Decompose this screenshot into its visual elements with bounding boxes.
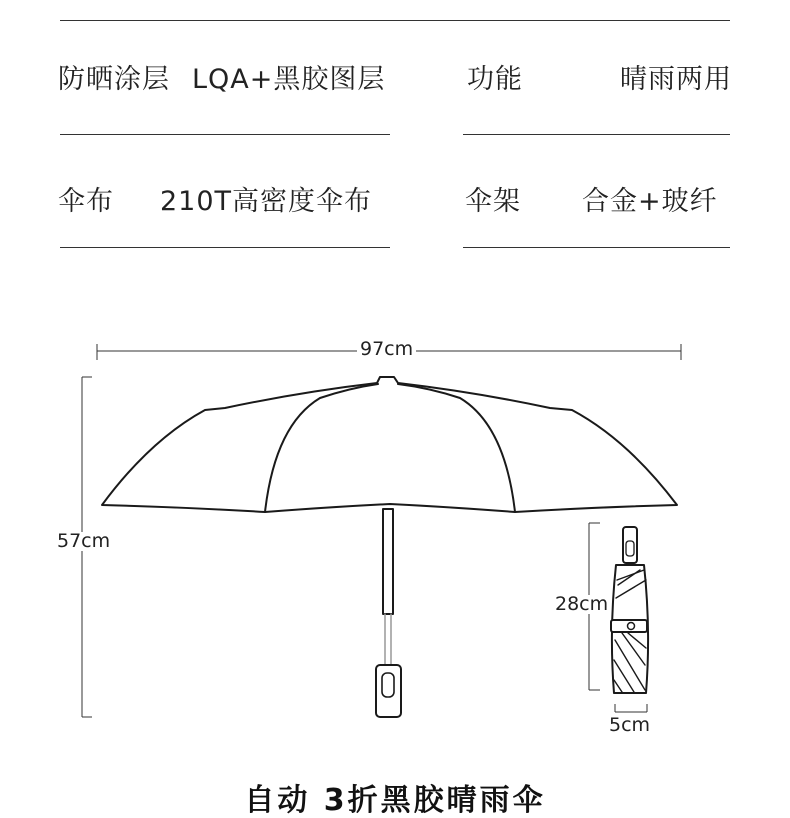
- dim-folded-length: 28cm: [552, 595, 611, 614]
- folded-handle-inner: [626, 541, 634, 556]
- spec-value-frame: 合金+玻纤: [582, 186, 718, 217]
- spec-label-coating: 防晒涂层: [58, 64, 170, 95]
- spec-label-function: 功能: [467, 64, 523, 95]
- canopy-rib-left: [265, 384, 378, 512]
- canopy-outline: [102, 377, 677, 512]
- spec-value-fabric: 210T高密度伞布: [160, 186, 373, 217]
- folded-stripe-1: [617, 570, 644, 580]
- folded-stripe-7: [614, 660, 634, 692]
- canopy-rib-right: [398, 384, 515, 512]
- dim-open-height: 57cm: [54, 532, 113, 551]
- spec-label-fabric: 伞布: [58, 186, 114, 217]
- spec-label-frame: 伞架: [465, 186, 521, 217]
- folded-stripe-4: [615, 640, 645, 690]
- handle-button: [382, 673, 394, 697]
- spec-value-coating: LQA+黑胶图层: [192, 64, 386, 95]
- umbrella-shaft: [383, 509, 393, 614]
- dim-open-width: 97cm: [357, 340, 416, 359]
- folded-stripe-3: [618, 570, 640, 585]
- spec-value-function: 晴雨两用: [620, 64, 732, 95]
- product-title: 自动 3折黑胶晴雨伞: [244, 783, 546, 818]
- folded-handle: [623, 527, 637, 563]
- folded-stripe-8: [614, 680, 622, 692]
- folded-strap: [611, 620, 647, 632]
- dim-folded-width: 5cm: [606, 716, 653, 735]
